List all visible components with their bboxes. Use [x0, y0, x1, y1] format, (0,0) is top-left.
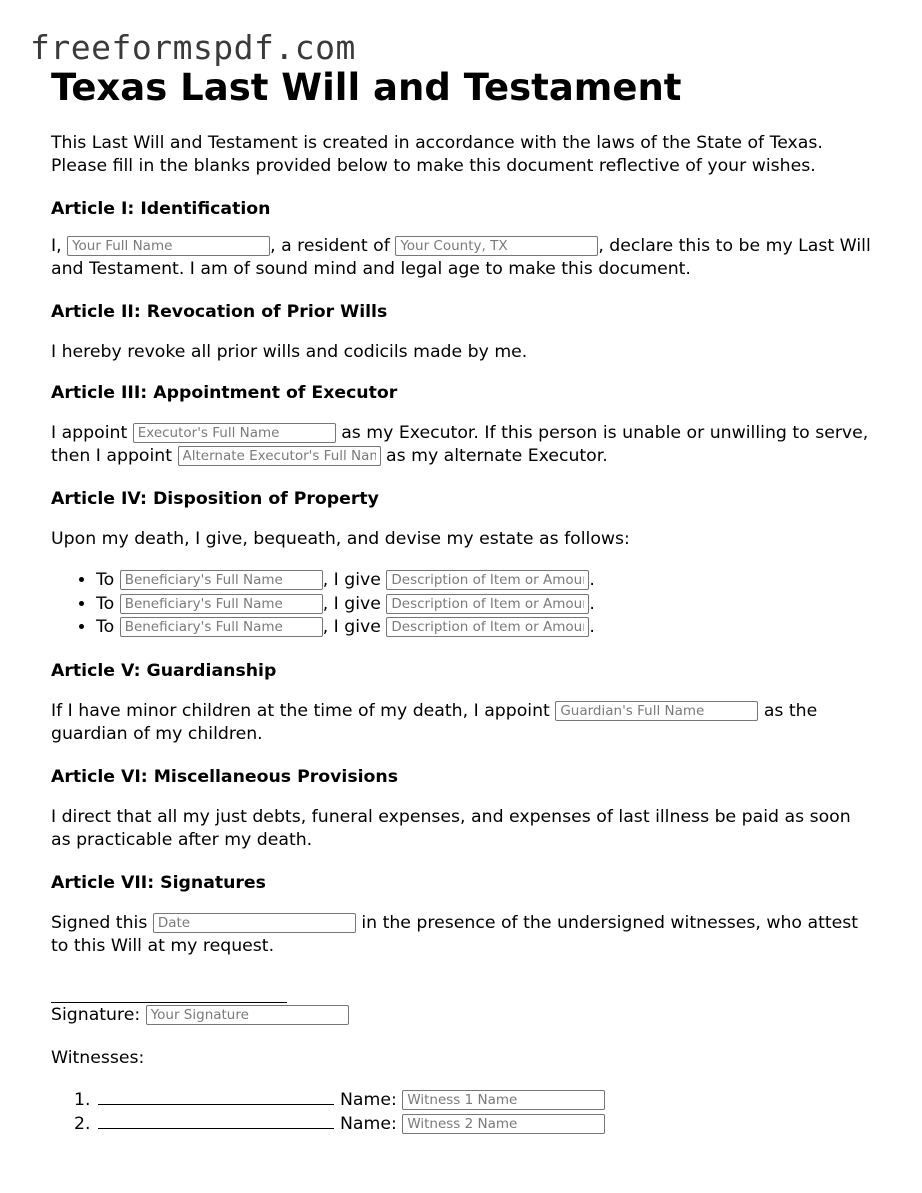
beneficiary-3-input[interactable] [120, 617, 323, 637]
signature-line [51, 980, 287, 1003]
witness-list [51, 1088, 871, 1136]
article-5-text-part-2: as the guardian of my children. [51, 700, 818, 744]
article-3-text [51, 422, 871, 468]
article-2-text: I hereby revoke all prior wills and codicils made by me. [51, 342, 528, 362]
article-4-heading: Article IV: Disposition of Property [51, 489, 379, 509]
bequest-list [51, 569, 871, 640]
item-3-input[interactable] [386, 617, 589, 637]
article-3-text-part-1: I appoint [51, 423, 133, 443]
article-1-text-part-2: , a resident of [270, 236, 396, 256]
witness-2-signature-line [98, 1112, 334, 1129]
article-6-text: I direct that all my just debts, funeral expenses, and expenses of last illness be paid as soon as practicable after my death. [51, 806, 851, 850]
witness-2-name-input[interactable] [402, 1114, 605, 1134]
give-label: , I give [322, 617, 387, 637]
to-label: To [96, 570, 120, 590]
item-2-input[interactable] [386, 594, 589, 614]
article-1-text [51, 235, 871, 281]
witness-1-name-input[interactable] [402, 1090, 605, 1110]
article-5-text-part-1: If I have minor children at the time of my death, I appoint [51, 700, 556, 721]
witness-name-label: Name: [340, 1089, 403, 1110]
article-1-heading: Article I: Identification [51, 199, 271, 219]
witness-1-signature-line [98, 1088, 334, 1105]
county-input[interactable] [395, 236, 598, 256]
article-6-heading: Article VI: Miscellaneous Provisions [51, 766, 399, 787]
end-label: . [589, 617, 595, 637]
article-1-text-part-1: I, [51, 236, 68, 256]
witness-name-label: Name: [340, 1113, 403, 1134]
witness-item [96, 1112, 871, 1136]
article-3-heading: Article III: Appointment of Executor [51, 383, 398, 403]
signature-input[interactable] [146, 1005, 349, 1025]
alternate-executor-input[interactable] [178, 446, 381, 466]
end-label: . [589, 593, 595, 614]
bequest-item [96, 569, 871, 593]
article-3-text-part-2: as my Executor. If this person is unable or unwilling to serve, then I appoint [51, 423, 869, 466]
article-1-text-part-3: , declare this to be my Last Will and Testament. I am of sound mind and legal age to make this document. [51, 236, 871, 279]
article-7-heading: Article VII: Signatures [51, 872, 266, 893]
signature-label: Signature: [51, 1004, 146, 1025]
article-3-text-part-3: as my alternate Executor. [380, 446, 608, 466]
article-7-text-part-1: Signed this [51, 912, 153, 933]
give-label: , I give [322, 593, 387, 614]
item-1-input[interactable] [386, 570, 589, 590]
beneficiary-1-input[interactable] [120, 570, 323, 590]
article-7-text-part-2: in the presence of the undersigned witnesses, who attest to this Will at my request. [51, 912, 859, 956]
will-document [51, 64, 871, 1136]
guardian-name-input[interactable] [555, 701, 758, 721]
bequest-item [96, 593, 871, 617]
witness-item [96, 1088, 871, 1112]
intro-paragraph: This Last Will and Testament is created in accordance with the laws of the State of Texas. Please fill in the blanks provided below to make this document reflective of your wishes. [51, 133, 823, 176]
give-label: , I give [322, 570, 387, 590]
watermark: freeformspdf.com [30, 28, 356, 67]
signature-row [51, 1004, 871, 1027]
article-5-text [51, 700, 871, 746]
article-7-text [51, 912, 871, 958]
witnesses-label: Witnesses: [51, 1047, 145, 1068]
end-label: . [589, 570, 595, 590]
bequest-item [96, 616, 871, 640]
article-2-heading: Article II: Revocation of Prior Wills [51, 302, 388, 322]
date-input[interactable] [153, 913, 356, 933]
full-name-input[interactable] [67, 236, 270, 256]
beneficiary-2-input[interactable] [120, 594, 323, 614]
page-title: Texas Last Will and Testament [51, 66, 682, 109]
to-label: To [96, 617, 120, 637]
article-5-heading: Article V: Guardianship [51, 660, 277, 681]
executor-name-input[interactable] [133, 423, 336, 443]
to-label: To [96, 593, 120, 614]
article-4-text: Upon my death, I give, bequeath, and devise my estate as follows: [51, 529, 630, 549]
